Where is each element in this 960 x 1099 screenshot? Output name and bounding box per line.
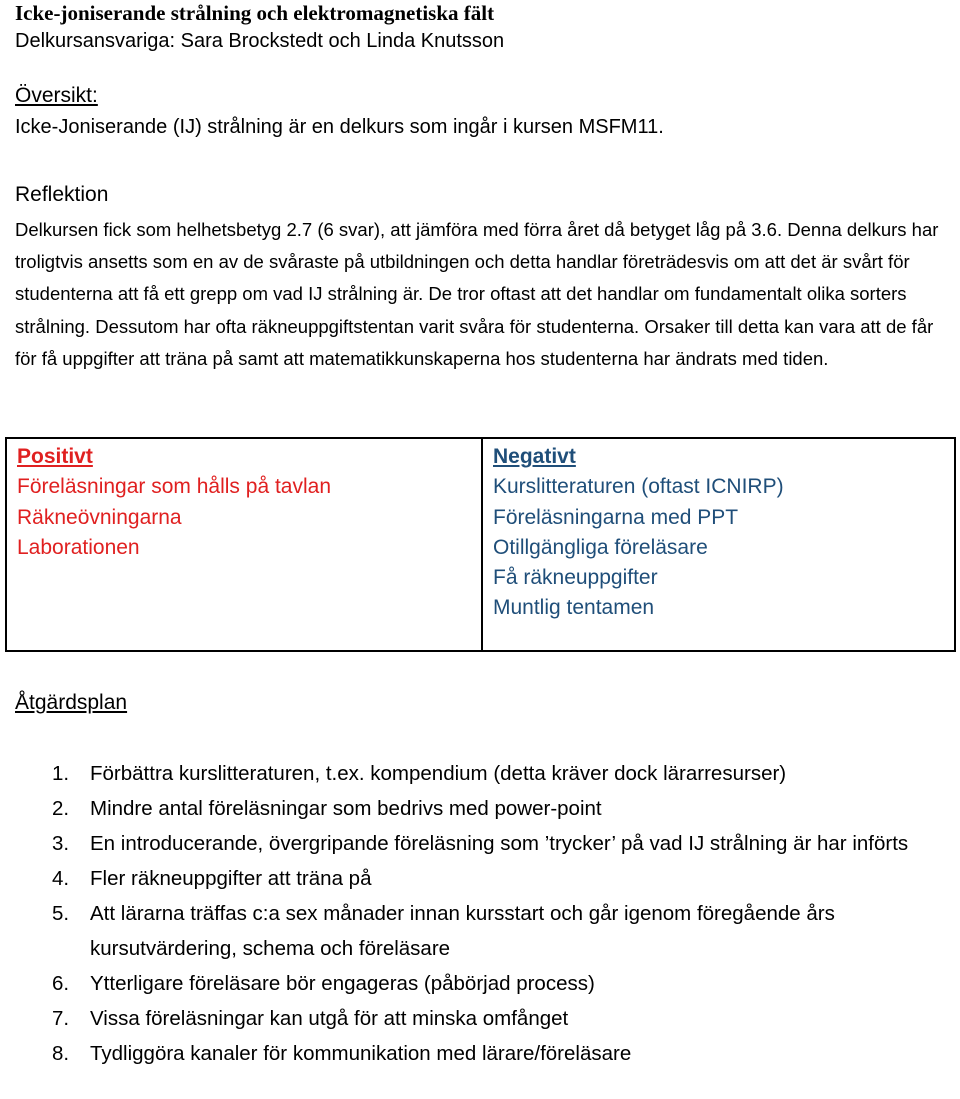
reflection-body: Denna delkurs har troligtvis ansetts som en av de svåraste på utbildningen och detta handlar företrädesvis om att det är svårt för studenterna att få ett grepp om vad IJ strålning är. De tror oftast att det handlar om fundamentalt olika sorters strålning. Dessutom har ofta räkneuppgiftstentan varit svåra för studenterna. Orsaker till detta kan vara att de får för få uppgifter att träna på samt att matematikkunskaperna hos studenterna har ändrats med tiden. — [15, 219, 939, 369]
item-number: 8. — [52, 1042, 70, 1065]
action-plan-item — [52, 1001, 942, 1036]
positive-negative-table — [5, 437, 956, 652]
negative-item: Kurslitteraturen (oftast ICNIRP) — [493, 475, 784, 499]
action-plan-heading: Åtgärdsplan — [15, 691, 128, 714]
negative-item: Otillgängliga föreläsare — [493, 535, 708, 559]
item-text: Tydliggöra kanaler för kommunikation med lärare/föreläsare — [90, 1042, 632, 1065]
item-number: 7. — [52, 1007, 70, 1030]
reflection-heading: Reflektion — [15, 183, 109, 206]
overview-heading: Översikt: — [15, 84, 98, 107]
reflection-paragraph — [15, 214, 950, 375]
negative-item: Föreläsningarna med PPT — [493, 505, 739, 529]
negative-item: Få räkneuppgifter — [493, 566, 658, 590]
item-number: 2. — [52, 797, 70, 820]
negative-heading: Negativt — [493, 445, 576, 468]
positive-heading: Positivt — [17, 445, 93, 468]
action-plan-item — [52, 826, 942, 861]
item-text: Fler räkneuppgifter att träna på — [90, 867, 372, 890]
course-responsible: Delkursansvariga: Sara Brockstedt och Linda Knutsson — [15, 30, 505, 52]
action-plan-item — [52, 966, 942, 1001]
item-number: 5. — [52, 902, 70, 925]
action-plan-item — [52, 1036, 942, 1071]
reflection-first-line: Delkursen fick som helhetsbetyg 2.7 (6 svar), att jämföra med förra året då betyget låg på 3.6. — [15, 219, 783, 240]
item-number: 4. — [52, 867, 70, 890]
overview-text: Icke-Joniserande (IJ) strålning är en delkurs som ingår i kursen MSFM11. — [15, 116, 664, 138]
action-plan-item — [52, 791, 942, 826]
action-plan-list — [52, 756, 942, 1071]
action-plan-item — [52, 756, 942, 791]
action-plan-item — [52, 861, 942, 896]
positive-item: Laborationen — [17, 535, 140, 559]
positive-cell — [6, 438, 482, 651]
item-number: 1. — [52, 762, 70, 785]
negative-item: Muntlig tentamen — [493, 596, 655, 620]
item-text: Vissa föreläsningar kan utgå för att minska omfånget — [90, 1007, 569, 1030]
action-plan-item — [52, 896, 942, 966]
item-number: 6. — [52, 972, 70, 995]
document-title: Icke-joniserande strålning och elektromagnetiska fält — [15, 1, 495, 25]
item-text: Förbättra kurslitteraturen, t.ex. kompendium (detta kräver dock lärarresurser) — [90, 762, 787, 785]
positive-item: Räkneövningarna — [17, 505, 182, 529]
negative-cell — [482, 438, 955, 651]
item-number: 3. — [52, 832, 70, 855]
item-text: En introducerande, övergripande föreläsning som ’trycker’ på vad IJ strålning är har införts — [90, 832, 909, 855]
item-text: Att lärarna träffas c:a sex månader innan kursstart och går igenom föregående års kursutvärdering, schema och föreläsare — [90, 902, 835, 960]
positive-item: Föreläsningar som hålls på tavlan — [17, 475, 331, 499]
item-text: Ytterligare föreläsare bör engageras (påbörjad process) — [90, 972, 595, 995]
item-text: Mindre antal föreläsningar som bedrivs med power-point — [90, 797, 602, 820]
